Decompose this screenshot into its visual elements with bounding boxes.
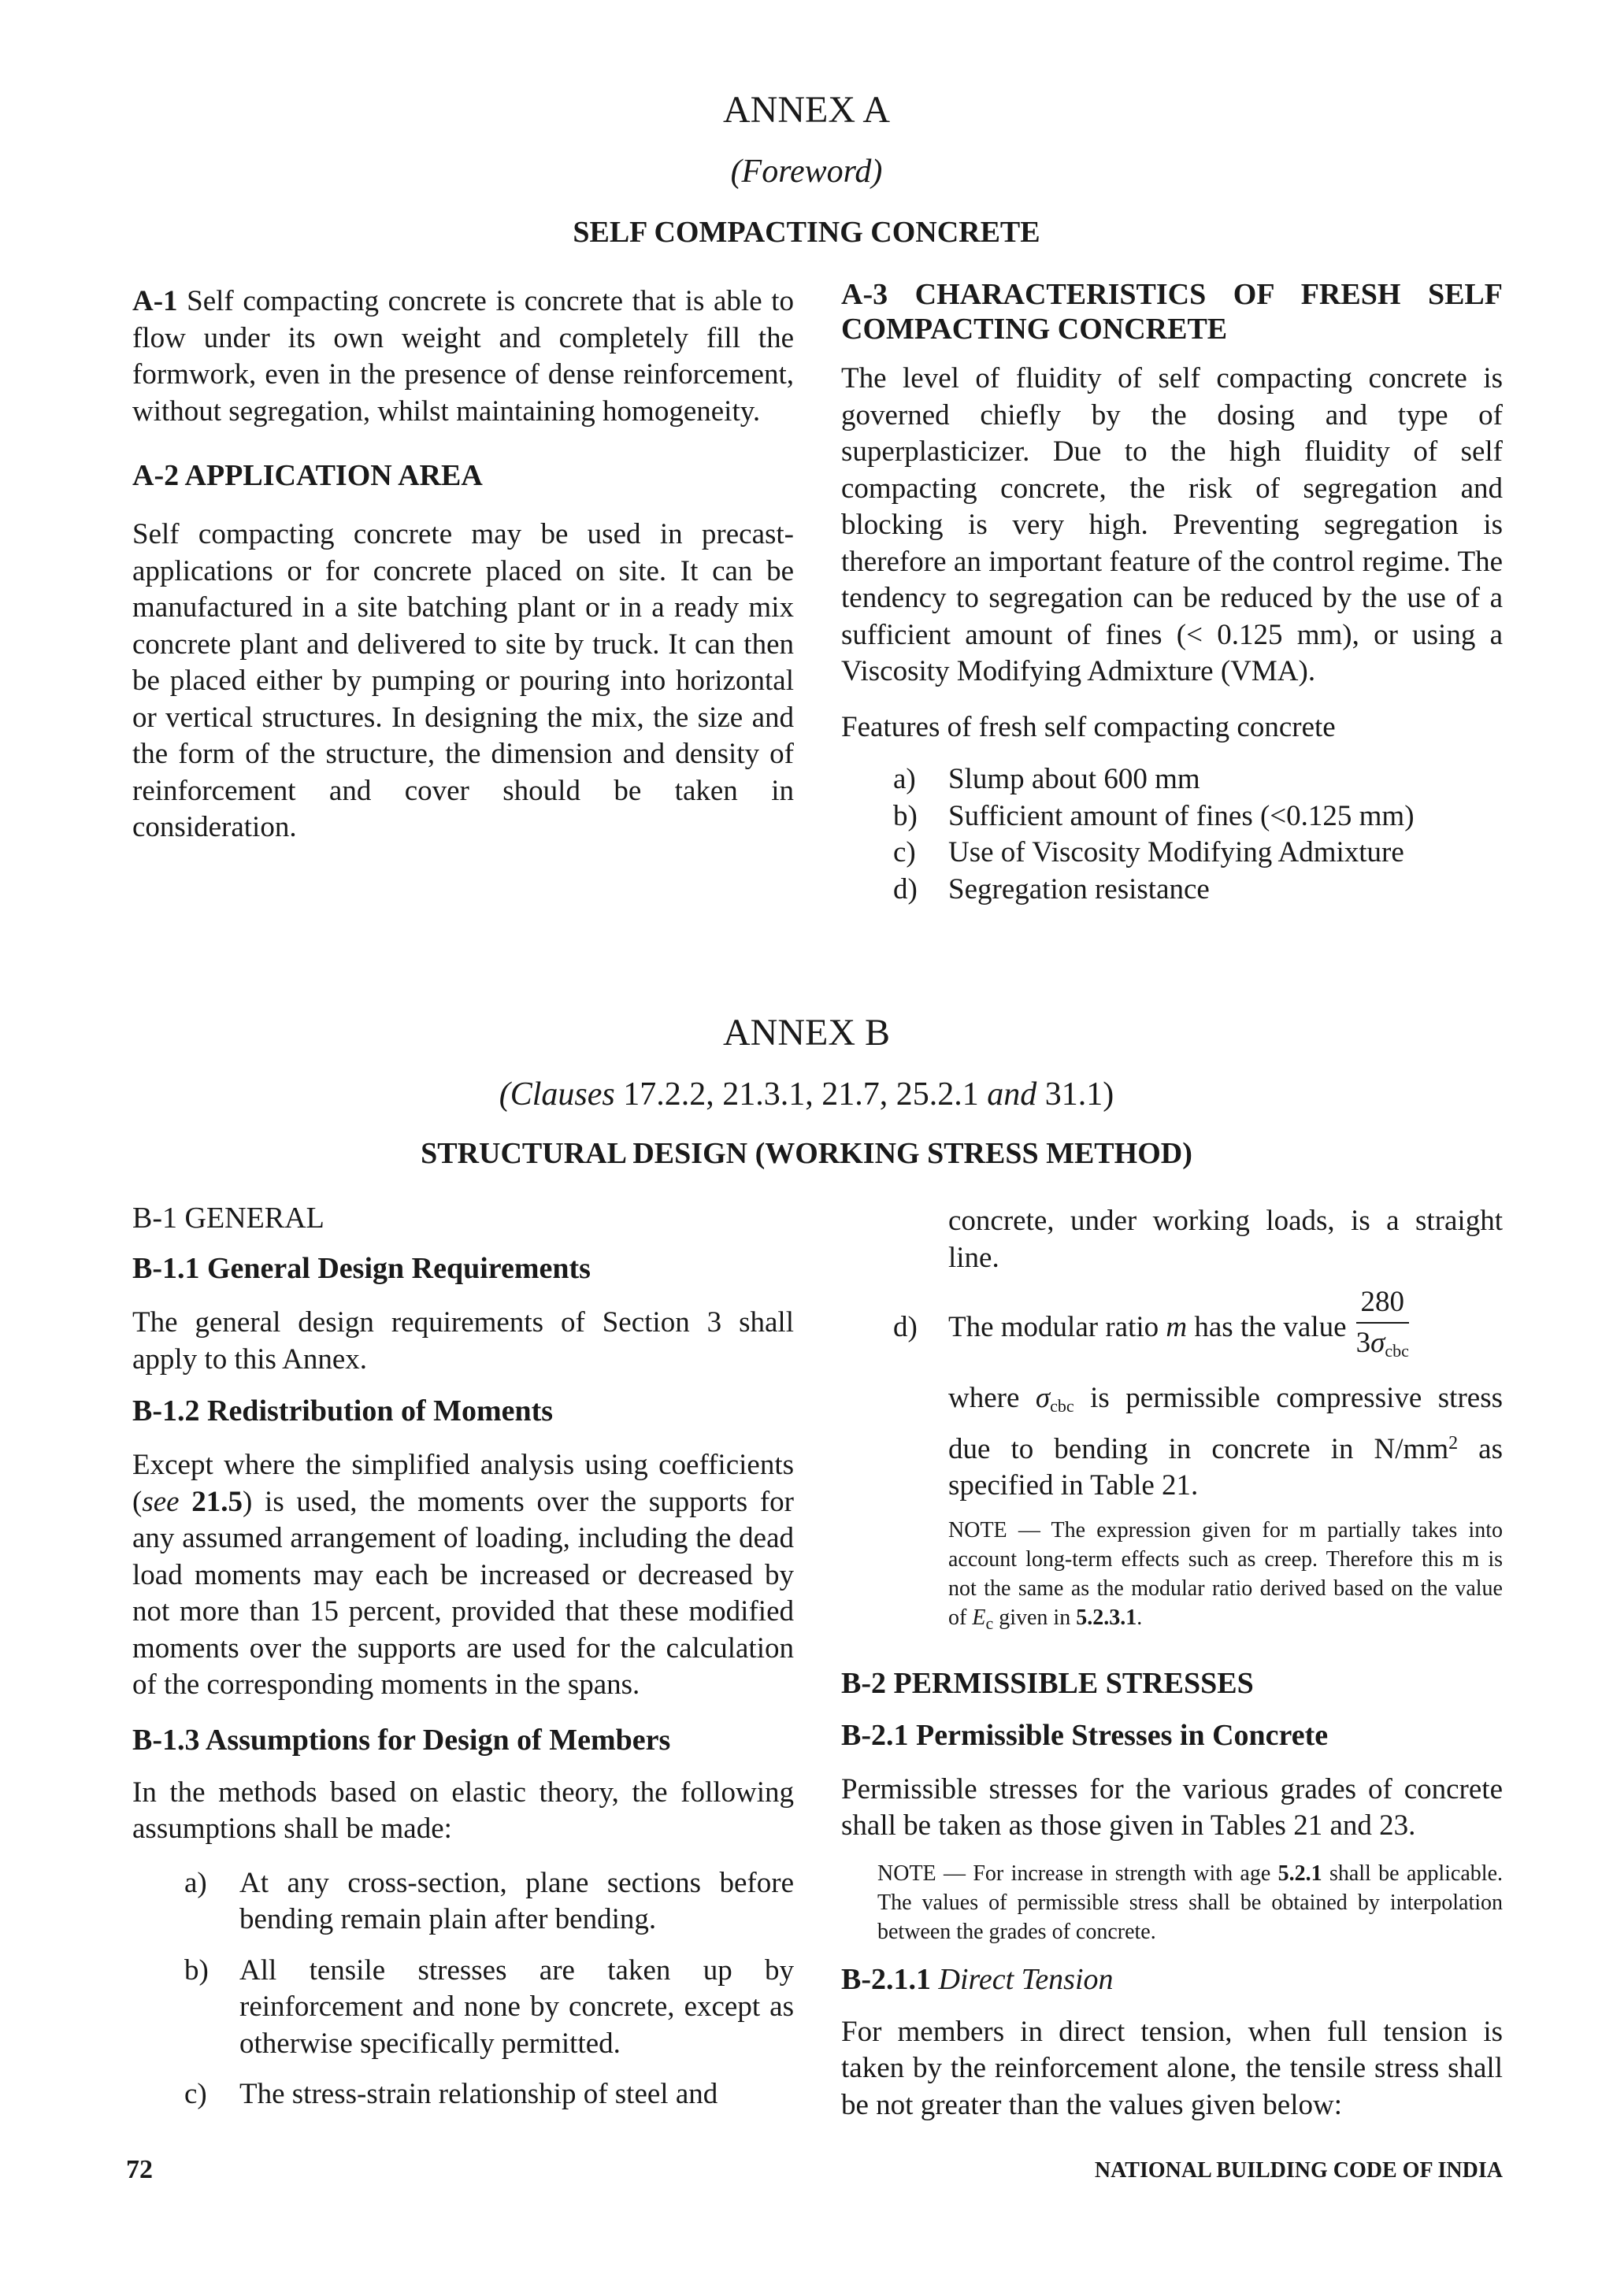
features-list xyxy=(841,761,1503,908)
list-marker: d) xyxy=(893,1310,918,1343)
note1-text-2: given in xyxy=(993,1605,1077,1630)
assumption-c-continued: concrete, under working loads, is a straight line. xyxy=(948,1205,1503,1274)
list-text: Slump about 600 mm xyxy=(948,763,1200,795)
assumptions-list xyxy=(132,1865,794,2113)
fraction-numerator: 280 xyxy=(1356,1284,1410,1324)
assumption-d-text xyxy=(948,1310,1347,1344)
list-item xyxy=(893,872,1503,909)
assumption-d xyxy=(841,1284,1503,1369)
note1-text: NOTE — The expression given for m partially takes into account long-term effects such as creep. Therefore this m is not the same as the modular ratio derived based on the value of xyxy=(948,1517,1503,1630)
annex-a-reference: (Foreword) xyxy=(730,154,883,190)
list-marker: b) xyxy=(184,1953,209,1987)
annex-a-left-column xyxy=(132,283,794,846)
clauses-and: and xyxy=(987,1076,1037,1113)
b21-paragraph: Permissible stresses for the various grades of concrete shall be taken as those given in Tables 21 and 23. xyxy=(841,1772,1503,1842)
unit-superscript: 2 xyxy=(1448,1432,1459,1454)
list-marker: a) xyxy=(184,1866,207,1899)
where-paragraph xyxy=(841,1380,1503,1505)
b12-see: see xyxy=(142,1485,180,1518)
list-text: Use of Viscosity Modifying Admixture xyxy=(948,836,1404,868)
list-marker: a) xyxy=(893,763,916,795)
clauses-numbers: 17.2.2, 21.3.1, 21.7, 25.2.1 xyxy=(614,1076,988,1113)
b2-heading: B-2 PERMISSIBLE STRESSES xyxy=(841,1666,1254,1700)
list-item xyxy=(893,835,1503,872)
denominator-coefficient: 3 xyxy=(1355,1327,1371,1359)
annex-b-right-column xyxy=(841,1203,1503,2124)
list-text: All tensile stresses are taken up by reinforcement and none by concrete, except as otherwise specifically permitted. xyxy=(239,1953,794,2060)
list-marker: d) xyxy=(893,872,918,905)
note2-text-2: shall be applicable. The values of permissible stress shall be obtained by interpolation between the grades of concrete. xyxy=(877,1861,1503,1944)
cbc-subscript: cbc xyxy=(1385,1341,1409,1361)
note1-symbol-e: E xyxy=(972,1605,986,1630)
d-symbol-m: m xyxy=(1166,1310,1188,1343)
list-marker: b) xyxy=(893,799,918,832)
sigma-symbol: σ xyxy=(1035,1382,1051,1414)
note2-clause-ref: 5.2.1 xyxy=(1277,1861,1322,1886)
modular-ratio-fraction xyxy=(1356,1284,1410,1369)
annex-a-title: ANNEX A xyxy=(723,89,890,131)
note1-clause-ref: 5.2.3.1 xyxy=(1076,1605,1137,1630)
b21-heading: B-2.1 Permissible Stresses in Concrete xyxy=(841,1718,1329,1752)
sigma-symbol: σ xyxy=(1370,1327,1385,1359)
d-text-end: has the value xyxy=(1187,1310,1347,1343)
b11-paragraph: The general design requirements of Section 3 shall apply to this Annex. xyxy=(132,1306,794,1376)
list-item xyxy=(184,2076,794,2113)
where-end: as specified in Table 21. xyxy=(948,1432,1503,1502)
a1-paragraph xyxy=(132,283,794,430)
a2-heading: A-2 APPLICATION AREA xyxy=(132,459,483,492)
b211-number: B-2.1.1 xyxy=(841,1962,931,1996)
list-text: Segregation resistance xyxy=(948,872,1210,905)
features-intro: Features of fresh self compacting concrete xyxy=(841,710,1336,743)
clauses-word: (Clauses xyxy=(499,1076,615,1113)
annex-b-title: ANNEX B xyxy=(723,1012,890,1054)
b12-text-start: Except where the simplified analysis using coefficients ( xyxy=(132,1449,794,1518)
list-text: At any cross-section, plane sections before bending remain plain after bending. xyxy=(239,1866,794,1935)
b12-clause-ref: 21.5 xyxy=(191,1485,243,1518)
clauses-last: 31.1) xyxy=(1036,1076,1114,1113)
note-modular-ratio xyxy=(841,1516,1503,1638)
where-start: where xyxy=(948,1382,1036,1414)
note1-subscript: c xyxy=(985,1613,994,1633)
note2-text: NOTE — For increase in strength with age xyxy=(877,1861,1278,1886)
list-marker: c) xyxy=(184,2078,207,2110)
list-item xyxy=(893,761,1503,798)
b13-heading: B-1.3 Assumptions for Design of Members xyxy=(132,1723,671,1757)
annex-b-subject: STRUCTURAL DESIGN (WORKING STRESS METHOD) xyxy=(421,1137,1192,1170)
b12-heading: B-1.2 Redistribution of Moments xyxy=(132,1394,554,1428)
annex-a-right-column xyxy=(841,277,1503,908)
b12-text-end: ) is used, the moments over the supports for any assumed arrangement of loading, including the dead load moments may each be increased or decreased by not more than 15 percent, provided that these modified moments over the supports are used for the calculation of the corresponding moments in the spans. xyxy=(132,1485,795,1701)
b13-intro: In the methods based on elastic theory, the following assumptions shall be made: xyxy=(132,1776,794,1845)
a3-heading: A-3 CHARACTERISTICS OF FRESH SELF COMPACTING CONCRETE xyxy=(841,278,1503,346)
a1-text: Self compacting concrete is concrete that is able to flow under its own weight and completely fill the formwork, even in the presence of dense reinforcement, without segregation, whilst maintaining homogeneity. xyxy=(132,285,794,428)
list-marker: c) xyxy=(893,836,916,868)
b211-paragraph: For members in direct tension, when full tension is taken by the reinforcement alone, the tensile stress shall be not greater than the values given below: xyxy=(841,2015,1503,2121)
list-item xyxy=(893,798,1503,835)
cbc-subscript: cbc xyxy=(1050,1396,1074,1416)
b12-paragraph xyxy=(132,1447,794,1704)
page-number: 72 xyxy=(126,2155,153,2184)
b211-heading xyxy=(841,1962,1503,1997)
list-text: Sufficient amount of fines (<0.125 mm) xyxy=(948,799,1415,832)
publication-title: NATIONAL BUILDING CODE OF INDIA xyxy=(1094,2158,1503,2183)
list-item xyxy=(184,1953,794,2063)
list-item xyxy=(184,1865,794,1939)
annex-b-clauses xyxy=(0,1074,1613,1115)
annex-a-subject: SELF COMPACTING CONCRETE xyxy=(573,216,1040,249)
b211-title: Direct Tension xyxy=(938,1962,1114,1996)
note1-end: . xyxy=(1137,1605,1143,1630)
a2-paragraph: Self compacting concrete may be used in precast-applications or for concrete placed on site. It can be manufactured in a site batching plant or in a ready mix concrete plant and delivered to site by truck. It can then be placed either by pumping or pouring into horizontal or vertical structures. In designing the mix, the size and the form of the structure, the dimension and density of reinforcement and cover should be taken in consideration. xyxy=(132,518,794,843)
b1-heading: B-1 GENERAL xyxy=(132,1202,324,1235)
a1-label: A-1 xyxy=(132,285,178,317)
d-text-start: The modular ratio xyxy=(948,1310,1166,1343)
annex-b-left-column xyxy=(132,1201,794,2113)
list-text: The stress-strain relationship of steel and xyxy=(239,2078,718,2110)
where-middle: is permissible compressive stress due to bending in concrete in N/mm xyxy=(948,1382,1503,1465)
fraction-denominator xyxy=(1356,1324,1410,1369)
a3-paragraph: The level of fluidity of self compacting concrete is governed chiefly by the dosing and type of superplasticizer. Due to the high fluidity of self compacting concrete, the risk of segregation and blocking is very high. Preventing segregation is therefore an important feature of the control regime. The tendency to segregation can be reduced by the use of a sufficient amount of fines (< 0.125 mm), or using a Viscosity Modifying Admixture (VMA). xyxy=(841,362,1503,687)
b11-heading: B-1.1 General Design Requirements xyxy=(132,1252,591,1285)
note-permissible-stress xyxy=(841,1859,1503,1946)
